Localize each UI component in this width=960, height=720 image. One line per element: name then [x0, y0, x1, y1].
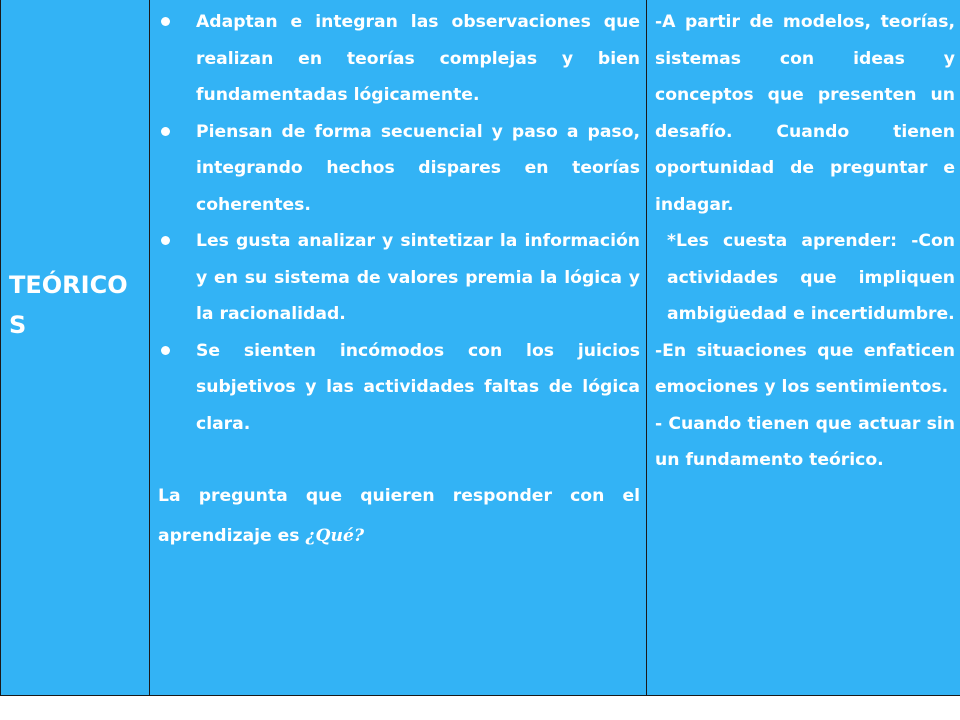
list-item [150, 223, 640, 333]
learn-better-paragraph: -A partir de modelos, teorías, sistemas con ideas y conceptos que presenten un desafío. Cuando tienen oportunidad de preguntar e indagar. [655, 12, 955, 215]
list-item-text: Les gusta analizar y sintetizar la información y en su sistema de valores premia la lógica y la racionalidad. [196, 231, 640, 324]
category-cell [1, 0, 150, 695]
bullet-icon [161, 127, 170, 136]
key-question [158, 476, 640, 556]
difficulty-heading: *Les cuesta aprender: -Con actividades que impliquen ambigüedad e incertidumbre. [667, 231, 955, 324]
bullet-icon [161, 346, 170, 355]
learning-conditions-text [655, 4, 955, 479]
characteristics-cell [150, 0, 647, 695]
key-question-text: La pregunta que quieren responder con el aprendizaje es [158, 486, 640, 546]
characteristics-list [150, 4, 640, 442]
bullet-icon [161, 17, 170, 26]
list-item [150, 333, 640, 443]
list-item-text: Se sienten incómodos con los juicios subjetivos y las actividades faltas de lógica clara. [196, 340, 640, 434]
bullet-icon [161, 236, 170, 245]
learning-conditions-cell [647, 0, 960, 695]
key-question-emphasis: ¿Qué? [305, 526, 365, 546]
list-item [150, 114, 640, 224]
category-label: TEÓRICOS [9, 271, 128, 339]
list-item-text: Piensan de forma secuencial y paso a paso, integrando hechos dispares en teorías coherentes. [196, 121, 640, 215]
difficulty-item: -En situaciones que enfaticen emociones y los sentimientos. [655, 340, 955, 397]
list-item-text: Adaptan e integran las observaciones que realizan en teorías complejas y bien fundamentadas lógicamente. [196, 12, 640, 105]
list-item [150, 4, 640, 114]
difficulty-item: - Cuando tienen que actuar sin un fundamento teórico. [655, 413, 955, 470]
